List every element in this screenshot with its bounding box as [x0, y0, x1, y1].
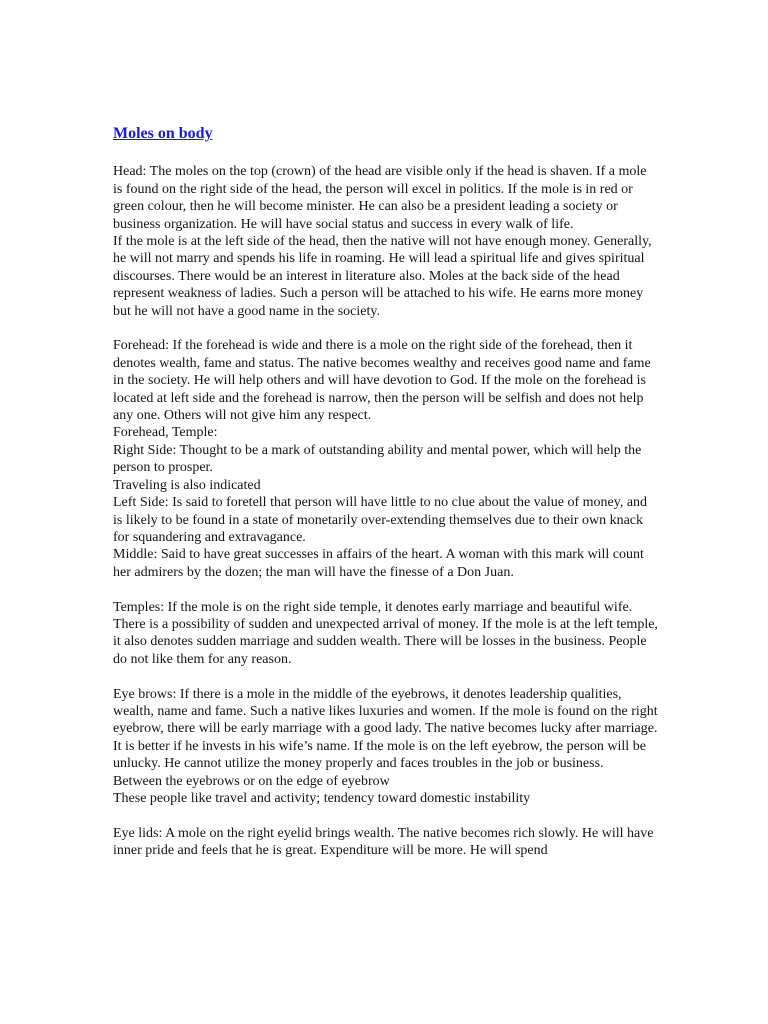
- document-body: [113, 125, 658, 860]
- paragraph-forehead: Forehead: If the forehead is wide and there is a mole on the right side of the forehead, then it denotes wealth, fame and status. The native becomes wealthy and receives good name and fame in the society. He will help others and will have devotion to God. If the mole on the forehead is located at left side and the forehead is narrow, then the person will be selfish and does not help any one. Others will not give him any respect.: [113, 338, 651, 424]
- paragraph-head-left: If the mole is at the left side of the head, then the native will not have enough money. Generally, he will not marry and spends his life in roaming. He will lead a spiritual life and gives spiritual discourses. There would be an interest in literature also. Moles at the back side of the head represent weakness of ladies. Such a person will be attached to his wife. He earns more money but he will not have a good name in the society.: [113, 234, 652, 319]
- paragraph-temples: Temples: If the mole is on the right side temple, it denotes early marriage and beautiful wife. There is a possibility of sudden and unexpected arrival of money. If the mole is at the left temple, it also denotes sudden marriage and sudden wealth. There will be losses in the business. People do not like them for any reason.: [113, 599, 658, 667]
- paragraph-spacer: [113, 807, 658, 824]
- paragraph-right-side: Right Side: Thought to be a mark of outstanding ability and mental power, which will help the person to prosper.: [113, 442, 642, 476]
- paragraph-spacer: [113, 320, 658, 337]
- paragraph-middle: Middle: Said to have great successes in affairs of the heart. A woman with this mark will count her admirers by the dozen; the man will have the finesse of a Don Juan.: [113, 547, 644, 580]
- heading-forehead-temple: Forehead, Temple:: [113, 425, 218, 441]
- paragraph-spacer: [113, 668, 658, 685]
- paragraph-travel-activity: These people like travel and activity; tendency toward domestic instability: [113, 790, 531, 806]
- paragraph-left-side: Left Side: Is said to foretell that person will have little to no clue about the value of money, and is likely to be found in a state of monetarily over-extending themselves due to their own knack for squandering and extravagance.: [113, 495, 648, 545]
- page-title-link[interactable]: Moles on body: [113, 125, 213, 142]
- paragraph-spacer: [113, 581, 658, 598]
- paragraph-head-right: Head: The moles on the top (crown) of the head are visible only if the head is shaven. If a mole is found on the right side of the head, the person will excel in politics. If the mole is in red or green colour, then he will become minister. He can also be a president leading a society or business organization. He will have social status and success in every walk of life.: [113, 164, 647, 232]
- paragraph-traveling: Traveling is also indicated: [113, 477, 261, 493]
- heading-between-eyebrows: Between the eyebrows or on the edge of eyebrow: [113, 773, 390, 789]
- paragraph-eye-brows: Eye brows: If there is a mole in the middle of the eyebrows, it denotes leadership qualities, wealth, name and fame. Such a native likes luxuries and women. If the mole is found on the right eyebrow, there will be early marriage with a good lady. The native becomes lucky after marriage. It is better if he invests in his wife’s name. If the mole is on the left eyebrow, the person will be unlucky. He cannot utilize the money properly and faces troubles in the job or business.: [113, 686, 658, 772]
- paragraph-eye-lids: Eye lids: A mole on the right eyelid brings wealth. The native becomes rich slowly. He will have inner pride and feels that he is great. Expenditure will be more. He will spend: [113, 825, 654, 859]
